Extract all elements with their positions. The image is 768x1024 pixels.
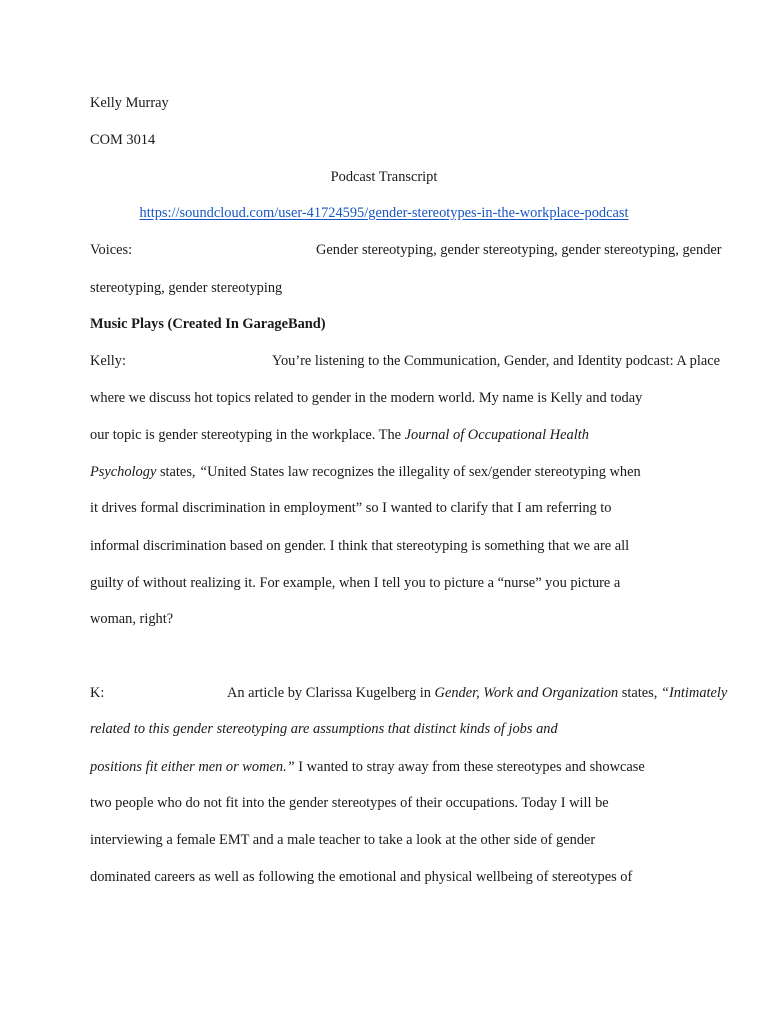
para1-line-4 bbox=[90, 463, 641, 481]
para2-line-5: interviewing a female EMT and a male teacher to take a look at the other side of gender bbox=[90, 832, 596, 848]
author-name: Kelly Murray bbox=[90, 95, 169, 111]
publication-title: Gender, Work and Organization bbox=[434, 685, 619, 701]
para2-text-1 bbox=[227, 684, 727, 702]
para2-line-4: two people who do not fit into the gender stereotypes of their occupations. Today I will be bbox=[90, 795, 609, 811]
course-code: COM 3014 bbox=[90, 132, 156, 148]
document-title: Podcast Transcript bbox=[330, 169, 438, 185]
quote-end: positions fit either men or women.” bbox=[90, 759, 295, 775]
speaker-kelly: Kelly: bbox=[90, 353, 126, 369]
para1-line-7: guilty of without realizing it. For example, when I tell you to picture a “nurse” you picture a bbox=[90, 575, 621, 591]
para1-line-3-text: our topic is gender stereotyping in the workplace. The bbox=[90, 427, 405, 443]
para1-line-8: woman, right? bbox=[90, 611, 174, 627]
para2-line-3-text: I wanted to stray away from these stereotypes and showcase bbox=[294, 759, 645, 775]
para1-line-5: it drives formal discrimination in employment” so I wanted to clarify that I am referring to bbox=[90, 500, 612, 516]
para1-line-2: where we discuss hot topics related to gender in the modern world. My name is Kelly and today bbox=[90, 390, 643, 406]
journal-title-part2: Psychology bbox=[90, 464, 157, 480]
voices-text-2: stereotyping, gender stereotyping bbox=[90, 280, 283, 296]
para2-line-3 bbox=[90, 758, 645, 776]
para2-line-1-text: An article by Clarissa Kugelberg in bbox=[227, 685, 435, 701]
quote-start: “Intimately bbox=[660, 685, 728, 701]
podcast-link[interactable]: https://soundcloud.com/user-41724595/gender-stereotypes-in-the-workplace-podcast bbox=[139, 205, 629, 221]
podcast-link-line bbox=[0, 204, 768, 222]
para1-line-3 bbox=[90, 426, 589, 444]
para2-line-2: related to this gender stereotyping are assumptions that distinct kinds of jobs and bbox=[90, 721, 558, 737]
para2-line-1 bbox=[90, 684, 728, 702]
open-quote: “ bbox=[199, 464, 208, 480]
para1-text-1: You’re listening to the Communication, Gender, and Identity podcast: A place bbox=[272, 353, 720, 369]
journal-title-part1: Journal of Occupational Health bbox=[404, 427, 589, 443]
quote-text: United States law recognizes the illegality of sex/gender stereotyping when bbox=[207, 464, 641, 480]
para2-line-6: dominated careers as well as following the emotional and physical wellbeing of stereotypes of bbox=[90, 869, 633, 885]
voices-label: Voices: bbox=[90, 242, 133, 258]
music-note: Music Plays (Created In GarageBand) bbox=[90, 316, 326, 332]
para1-line-4-text: states, bbox=[156, 464, 200, 480]
para2-line-1-states: states, bbox=[618, 685, 661, 701]
speaker-k: K: bbox=[90, 685, 105, 701]
voices-line bbox=[90, 241, 722, 259]
voices-text-1: Gender stereotyping, gender stereotyping, gender stereotyping, gender bbox=[316, 242, 722, 258]
para1-line-6: informal discrimination based on gender. I think that stereotyping is something that we are all bbox=[90, 538, 630, 554]
para1-line-1 bbox=[90, 352, 720, 370]
